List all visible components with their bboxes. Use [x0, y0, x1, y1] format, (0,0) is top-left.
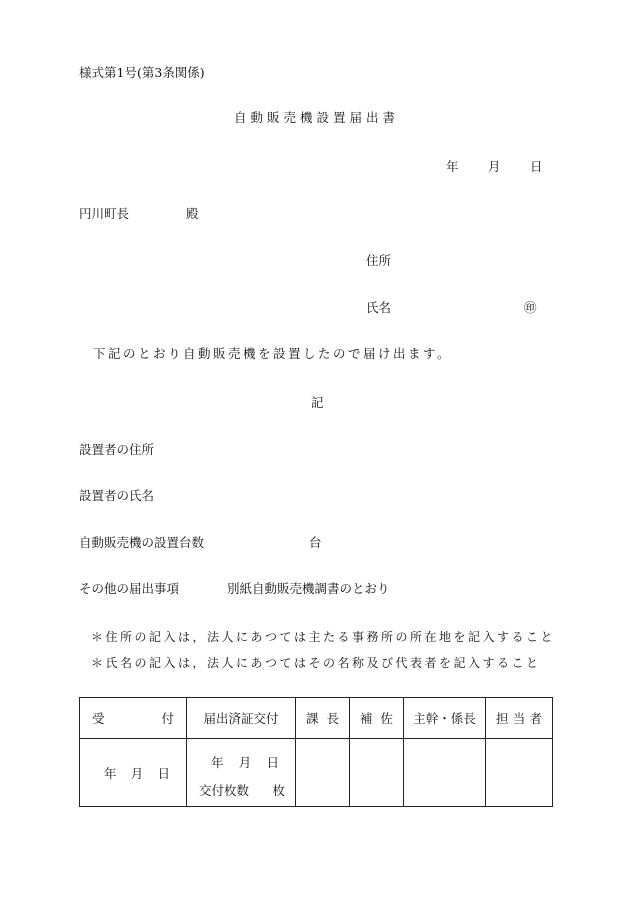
- header-receipt: [80, 698, 187, 739]
- submission-date: [446, 159, 543, 175]
- header-section-chief-a: 課: [306, 711, 319, 726]
- header-staff-a: 担: [496, 711, 509, 726]
- header-staff: [486, 698, 553, 739]
- receipt-year: 年: [104, 765, 117, 781]
- date-month: 月: [488, 159, 501, 174]
- date-year: 年: [446, 159, 459, 174]
- note-name: ＊氏名の記入は，法人にあつてはその名称及び代表者を記入すること: [91, 656, 541, 670]
- assistant-stamp-cell: [350, 739, 404, 807]
- header-staff-b: 当: [512, 711, 526, 726]
- other-items-value: 別紙自動販売機調書のとおり: [227, 581, 390, 596]
- note-address: ＊住所の記入は，法人にあつては主たる事務所の所在地を記入すること: [91, 630, 556, 644]
- cert-year: 年: [211, 755, 224, 770]
- applicant-name-label: 氏名: [366, 300, 392, 315]
- receipt-month: 月: [130, 765, 144, 781]
- machine-count-unit: 台: [309, 535, 322, 550]
- cert-month: 月: [238, 755, 252, 770]
- cert-count-unit: 枚: [272, 783, 285, 798]
- ki-heading: 記: [311, 395, 324, 410]
- header-assistant-a: 補: [360, 711, 373, 726]
- statement-text: 下記のとおり自動販売機を設置したので届け出ます。: [93, 346, 453, 361]
- header-assistant-b: 佐: [380, 711, 393, 726]
- other-items-label: その他の届出事項: [79, 581, 180, 596]
- header-chief-staff-label: 主幹・係長: [413, 711, 476, 726]
- header-assistant: [350, 698, 404, 739]
- addressee-honorific: 殿: [186, 206, 199, 221]
- staff-stamp-cell: [486, 739, 553, 807]
- receipt-date-cell: [80, 739, 187, 807]
- addressee-mayor: 円川町長: [79, 206, 130, 221]
- installer-address-label: 設置者の住所: [79, 442, 155, 457]
- header-certificate-label: 届出済証交付: [203, 711, 279, 726]
- receipt-day: 日: [157, 765, 170, 781]
- office-use-table: [79, 697, 553, 807]
- form-number: 様式第1号(第3条関係): [79, 65, 205, 80]
- section-chief-stamp-cell: [296, 739, 350, 807]
- header-section-chief-b: 長: [326, 711, 339, 726]
- header-chief-staff: [404, 698, 486, 739]
- cert-day: 日: [266, 755, 279, 770]
- document-title: 自動販売機設置届出書: [234, 110, 400, 125]
- certificate-cell: [187, 739, 296, 807]
- header-section-chief: [296, 698, 350, 739]
- cert-count-label: 交付枚数: [199, 783, 250, 798]
- machine-count-label: 自動販売機の設置台数: [79, 535, 205, 550]
- applicant-address-label: 住所: [366, 253, 392, 268]
- chief-staff-stamp-cell: [404, 739, 486, 807]
- header-certificate: [187, 698, 296, 739]
- header-receipt-b: 付: [161, 711, 174, 726]
- date-day: 日: [530, 159, 543, 174]
- installer-name-label: 設置者の氏名: [79, 488, 155, 503]
- seal-mark: ㊞: [524, 300, 537, 315]
- header-staff-c: 者: [529, 711, 542, 726]
- header-receipt-a: 受: [92, 711, 105, 726]
